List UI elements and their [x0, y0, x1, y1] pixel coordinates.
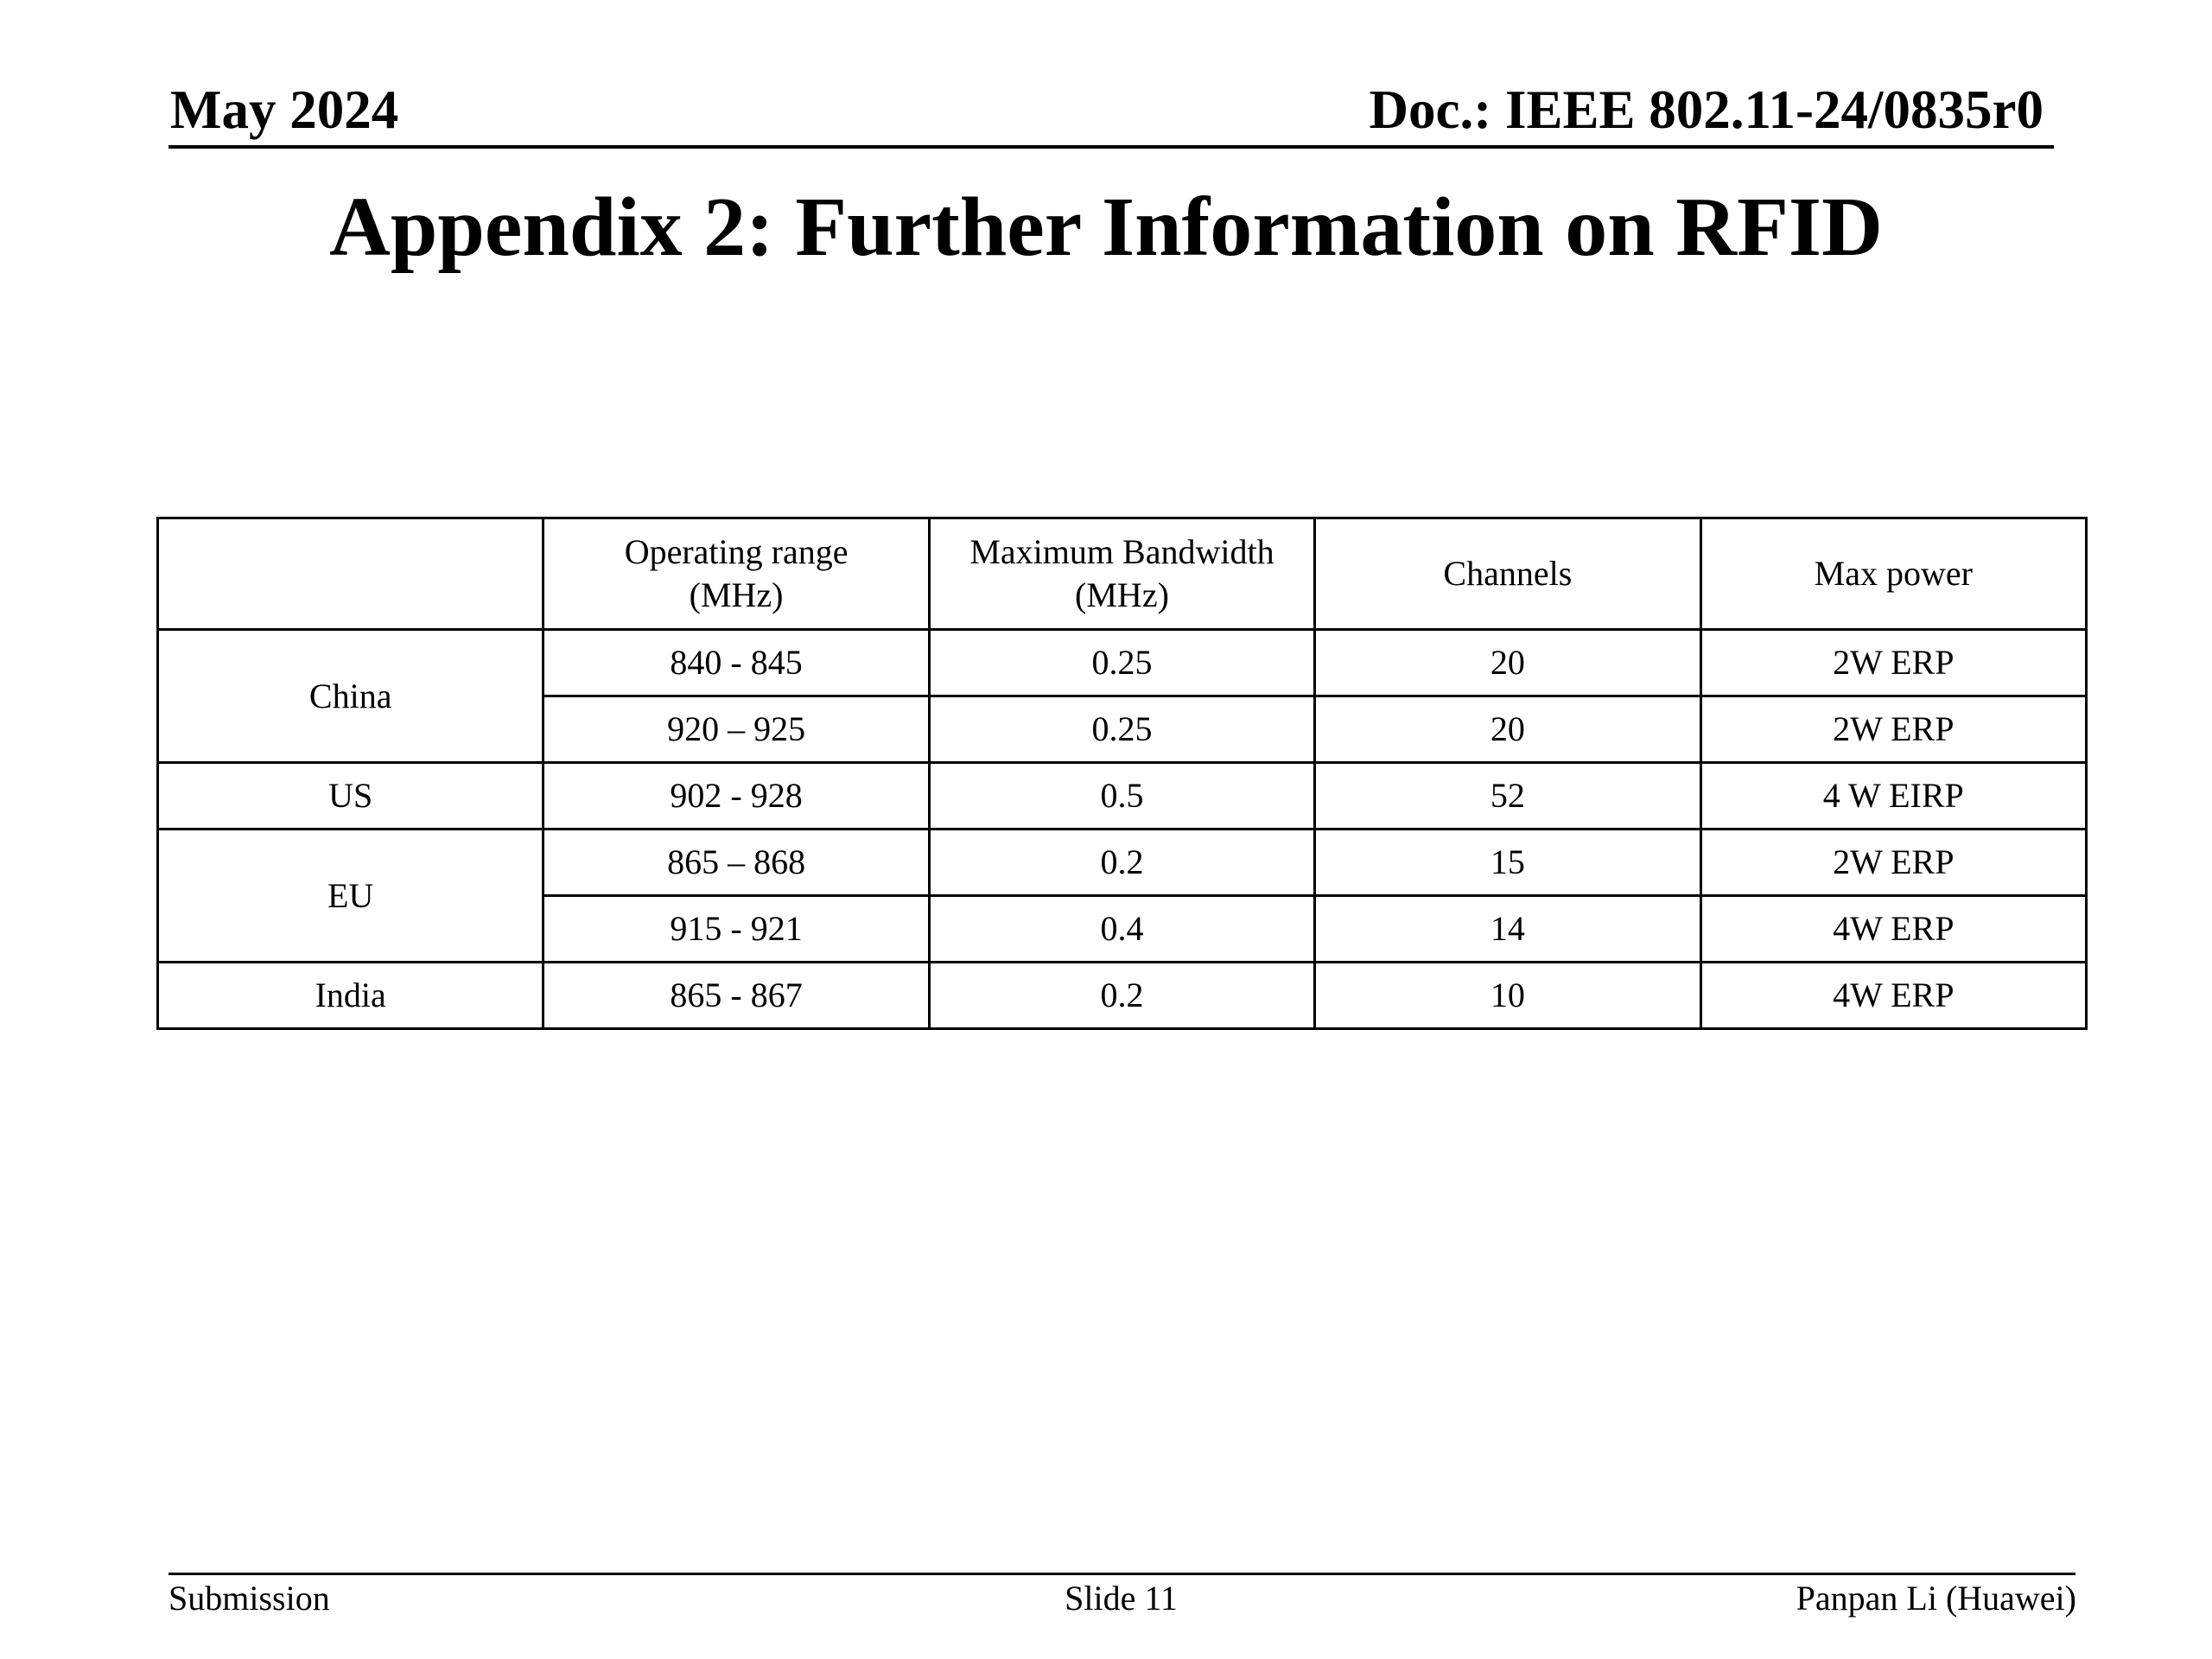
table-row	[158, 763, 2087, 830]
table-row	[158, 830, 2087, 896]
bandwidth-cell: 0.25	[929, 630, 1314, 696]
channels-cell: 10	[1315, 963, 1700, 1029]
header-line: Maximum Bandwidth	[969, 532, 1274, 571]
channels-cell: 14	[1315, 896, 1700, 963]
header-date: May 2024	[170, 79, 399, 140]
bandwidth-cell: 0.25	[929, 696, 1314, 763]
header-cell-max-power: Max power	[1700, 518, 2086, 630]
bandwidth-cell: 0.2	[929, 963, 1314, 1029]
power-cell: 4W ERP	[1700, 896, 2086, 963]
range-cell: 840 - 845	[543, 630, 929, 696]
footer-slide-number: Slide 11	[1065, 1579, 1178, 1618]
bandwidth-cell: 0.4	[929, 896, 1314, 963]
header-line: (MHz)	[689, 575, 784, 614]
range-cell: 865 - 867	[543, 963, 929, 1029]
table-row	[158, 963, 2087, 1029]
header-divider	[168, 145, 2054, 149]
channels-cell: 15	[1315, 830, 1700, 896]
region-cell: US	[158, 763, 543, 830]
header-line: Operating range	[624, 532, 849, 571]
table-row	[158, 630, 2087, 696]
power-cell: 4W ERP	[1700, 963, 2086, 1029]
region-cell: China	[158, 630, 543, 763]
region-cell: EU	[158, 830, 543, 963]
slide-title: Appendix 2: Further Information on RFID	[329, 181, 1883, 274]
footer-divider	[168, 1573, 2075, 1575]
table-header-row	[158, 518, 2087, 630]
range-cell: 920 – 925	[543, 696, 929, 763]
bandwidth-cell: 0.5	[929, 763, 1314, 830]
header-cell-max-bandwidth	[929, 518, 1314, 630]
power-cell: 2W ERP	[1700, 830, 2086, 896]
channels-cell: 20	[1315, 630, 1700, 696]
header-doc-id: Doc.: IEEE 802.11-24/0835r0	[1369, 79, 2044, 140]
power-cell: 4 W EIRP	[1700, 763, 2086, 830]
bandwidth-cell: 0.2	[929, 830, 1314, 896]
channels-cell: 20	[1315, 696, 1700, 763]
range-cell: 902 - 928	[543, 763, 929, 830]
power-cell: 2W ERP	[1700, 696, 2086, 763]
rfid-table	[156, 517, 2088, 1030]
header-cell-region	[158, 518, 543, 630]
header-line: (MHz)	[1075, 575, 1169, 614]
footer-submission: Submission	[168, 1579, 330, 1618]
range-cell: 915 - 921	[543, 896, 929, 963]
header-cell-operating-range	[543, 518, 929, 630]
channels-cell: 52	[1315, 763, 1700, 830]
range-cell: 865 – 868	[543, 830, 929, 896]
footer-author: Panpan Li (Huawei)	[1796, 1579, 2076, 1618]
region-cell: India	[158, 963, 543, 1029]
power-cell: 2W ERP	[1700, 630, 2086, 696]
header-cell-channels: Channels	[1315, 518, 1700, 630]
